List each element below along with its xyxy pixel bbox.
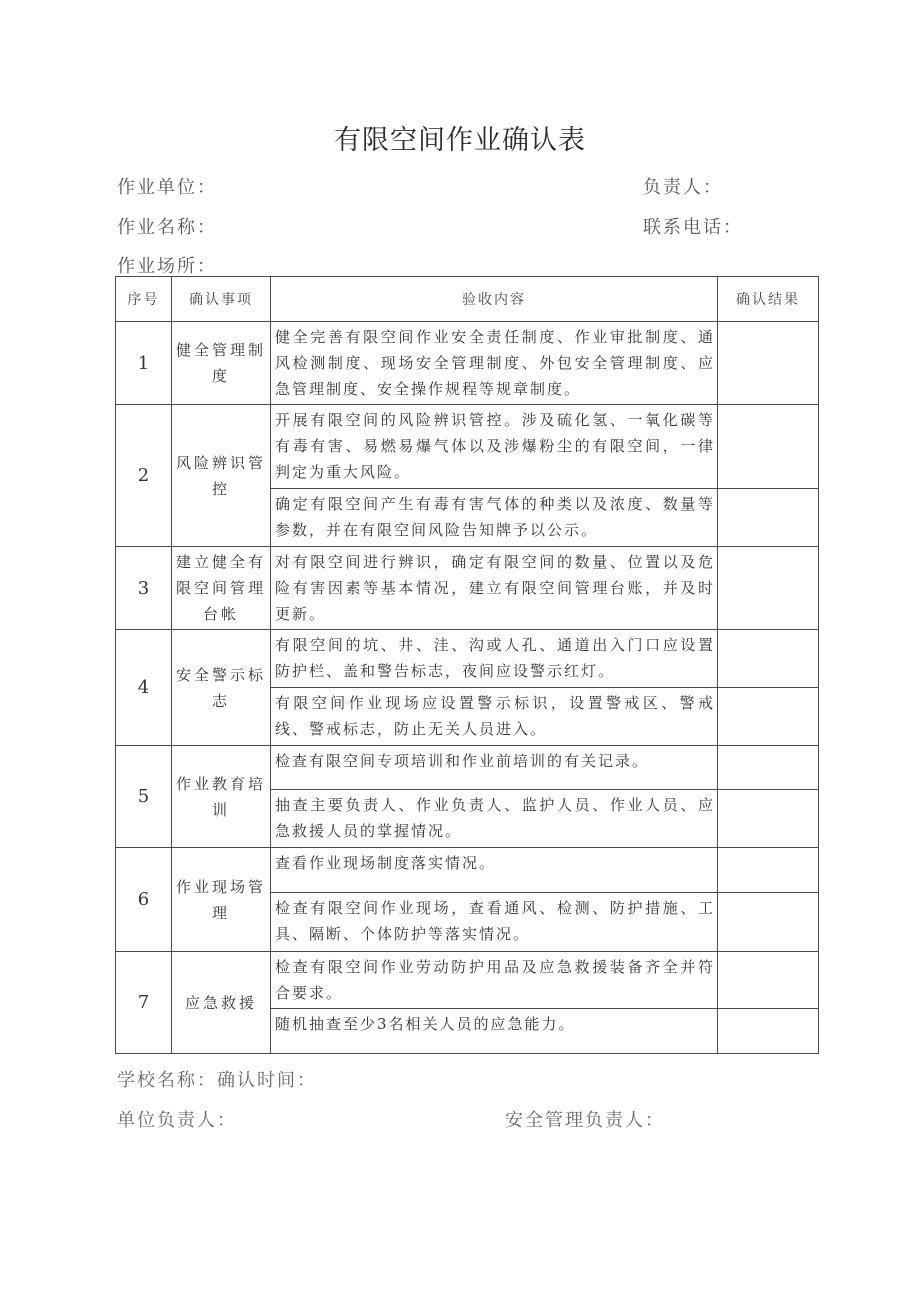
row-content: 检查有限空间作业现场，查看通风、检测、防护措施、工具、隔断、个体防护等落实情况。 — [271, 893, 718, 952]
row-content: 确定有限空间产生有毒有害气体的种类以及浓度、数量等参数，并在有限空间风险告知牌予以公示。 — [271, 489, 718, 547]
row-content: 抽查主要负责人、作业负责人、监护人员、作业人员、应急救援人员的掌握情况。 — [271, 790, 718, 848]
leader-label: 负责人： — [643, 177, 723, 198]
row-content: 随机抽查至少3名相关人员的应急能力。 — [271, 1009, 718, 1054]
row-seq: 4 — [116, 630, 172, 746]
table-row — [116, 322, 819, 405]
result-cell[interactable] — [718, 746, 819, 790]
row-content: 健全完善有限空间作业安全责任制度、作业审批制度、通风检测制度、现场安全管理制度、外包安全管理制度、应急管理制度、安全操作规程等规章制度。 — [271, 322, 718, 405]
row-item: 作业教育培训 — [172, 746, 271, 848]
row-content: 对有限空间进行辨识，确定有限空间的数量、位置以及危险有害因素等基本情况，建立有限空间管理台账，并及时更新。 — [271, 547, 718, 630]
work-place-label: 作业场所： — [117, 256, 217, 277]
table-header-row — [116, 277, 819, 322]
row-content: 检查有限空间专项培训和作业前培训的有关记录。 — [271, 746, 718, 790]
row-content: 有限空间作业现场应设置警示标识，设置警戒区、警戒线、警戒标志，防止无关人员进入。 — [271, 688, 718, 746]
work-name-label: 作业名称： — [117, 217, 217, 238]
result-cell[interactable] — [718, 952, 819, 1009]
table-row — [116, 848, 819, 893]
row-content: 开展有限空间的风险辨识管控。涉及硫化氢、一氧化碳等有毒有害、易燃易爆气体以及涉爆粉尘的有限空间，一律判定为重大风险。 — [271, 405, 718, 489]
row-seq: 7 — [116, 952, 172, 1054]
row-item: 作业现场管理 — [172, 848, 271, 952]
row-item: 安全警示标志 — [172, 630, 271, 746]
safety-leader-label: 安全管理负责人： — [505, 1110, 665, 1131]
row-seq: 3 — [116, 547, 172, 630]
result-cell[interactable] — [718, 848, 819, 893]
result-cell[interactable] — [718, 790, 819, 848]
row-item: 健全管理制度 — [172, 322, 271, 405]
result-cell[interactable] — [718, 547, 819, 630]
table-row — [116, 547, 819, 630]
row-item: 风险辨识管控 — [172, 405, 271, 547]
row-seq: 1 — [116, 322, 172, 405]
row-content: 有限空间的坑、井、洼、沟或人孔、通道出入门口应设置防护栏、盖和警告标志，夜间应设警示红灯。 — [271, 630, 718, 688]
row-content: 检查有限空间作业劳动防护用品及应急救援装备齐全并符合要求。 — [271, 952, 718, 1009]
row-seq: 6 — [116, 848, 172, 952]
table-row — [116, 630, 819, 688]
phone-label: 联系电话： — [643, 217, 743, 238]
row-content: 查看作业现场制度落实情况。 — [271, 848, 718, 893]
school-name-label: 学校名称：确认时间： — [117, 1070, 317, 1091]
confirmation-table — [115, 276, 819, 1054]
result-cell[interactable] — [718, 489, 819, 547]
table-row — [116, 405, 819, 489]
row-item: 应急救援 — [172, 952, 271, 1054]
header-seq: 序号 — [116, 277, 172, 322]
row-seq: 2 — [116, 405, 172, 547]
result-cell[interactable] — [718, 1009, 819, 1054]
unit-leader-label: 单位负责人： — [117, 1110, 237, 1131]
table-row — [116, 952, 819, 1009]
page-title: 有限空间作业确认表 — [334, 125, 586, 156]
table-row — [116, 746, 819, 790]
result-cell[interactable] — [718, 688, 819, 746]
header-content: 验收内容 — [271, 277, 718, 322]
result-cell[interactable] — [718, 893, 819, 952]
row-item: 建立健全有限空间管理台帐 — [172, 547, 271, 630]
result-cell[interactable] — [718, 630, 819, 688]
work-unit-label: 作业单位： — [117, 177, 217, 198]
result-cell[interactable] — [718, 322, 819, 405]
header-result: 确认结果 — [718, 277, 819, 322]
row-seq: 5 — [116, 746, 172, 848]
header-item: 确认事项 — [172, 277, 271, 322]
result-cell[interactable] — [718, 405, 819, 489]
